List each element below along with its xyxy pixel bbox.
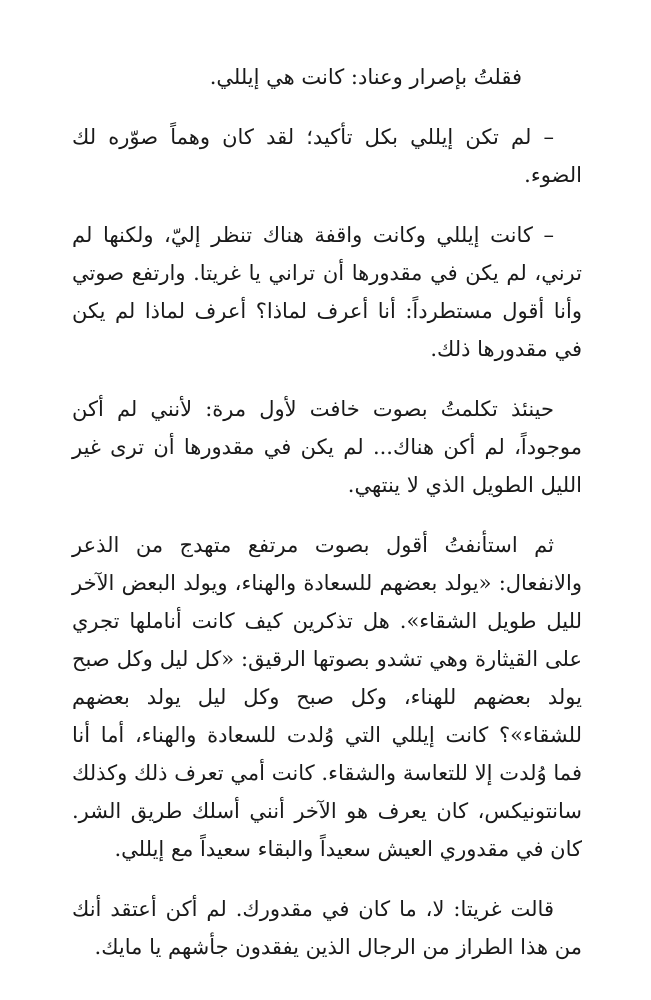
- paragraph-4: حينئذ تكلمتُ بصوت خافت لأول مرة: لأنني لم أكن موجوداً، لم أكن هناك... لم يكن في مقدورها أن ترى غير الليل الطويل الذي لا ينتهي.: [72, 397, 582, 497]
- paragraph-3: – كانت إيللي وكانت واقفة هناك تنظر إليّ، ولكنها لم ترني، لم يكن في مقدورها أن تراني يا غريتا. وارتفع صوتي وأنا أقول مستطرداً: أنا أعرف لماذا؟ أعرف لماذا لم يكن في مقدورها ذلك.: [72, 223, 582, 361]
- book-page: [72, 58, 582, 988]
- paragraph-5: ثم استأنفتُ أقول بصوت مرتفع متهدج من الذعر والانفعال: «يولد بعضهم للسعادة والهناء، ويولد البعض الآخر لليل طويل الشقاء». هل تذكرين كيف كانت أناملها تجري على القيثارة وهي تشدو بصوتها الرقيق: «كل ليل وكل صبح يولد بعضهم للهناء، وكل صبح وكل ليل يولد بعضهم للشقاء»؟ كانت إيللي التي وُلدت للسعادة والهناء، أما أنا فما وُلدت إلا للتعاسة والشقاء. كانت أمي تعرف ذلك وكذلك سانتونيكس، كان يعرف هو الآخر أنني أسلك طريق الشر. كان في مقدوري العيش سعيداً والبقاء سعيداً مع إيللي.: [72, 533, 582, 861]
- paragraph-1: فقلتُ بإصرار وعناد: كانت هي إيللي.: [209, 65, 522, 89]
- paragraph-2: – لم تكن إيللي بكل تأكيد؛ لقد كان وهماً صوّره لك الضوء.: [72, 125, 582, 187]
- paragraph-6: قالت غريتا: لا، ما كان في مقدورك. لم أكن أعتقد أنك من هذا الطراز من الرجال الذين يفقدون جأشهم يا مايك.: [72, 897, 582, 959]
